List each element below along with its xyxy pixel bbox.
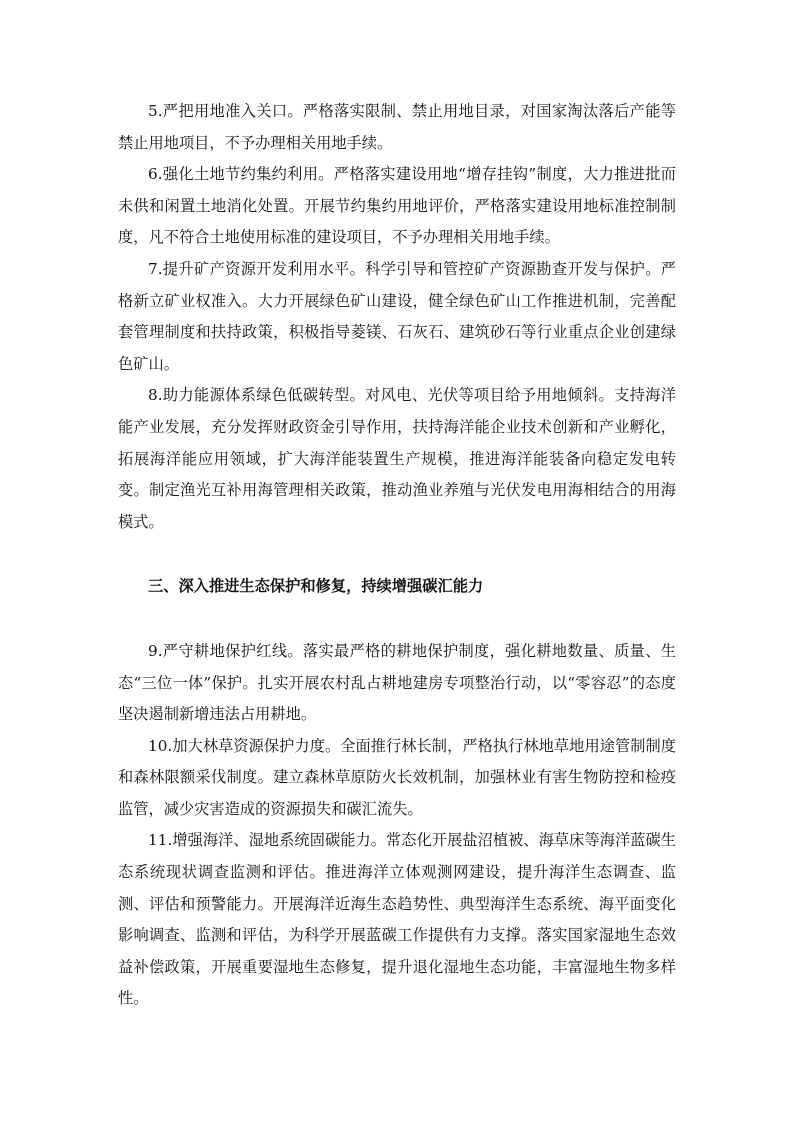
paragraph-item-8: 8.助力能源体系绿色低碳转型。对风电、光伏等项目给予用地倾斜。支持海洋能产业发展，充分发挥财政资金引导作用，扶持海洋能企业技术创新和产业孵化，拓展海洋能应用领域，扩大海洋能装置生产规模，推进海洋能装备向稳定发电转变。制定渔光互补用海管理相关政策，推动渔业养殖与光伏发电用海相结合的用海模式。 <box>118 386 676 531</box>
paragraph-item-11: 11.增强海洋、湿地系统固碳能力。常态化开展盐沼植被、海草床等海洋蓝碳生态系统现状调查监测和评估。推进海洋立体观测网建设，提升海洋生态调查、监测、评估和预警能力。开展海洋近海生态趋势性、典型海洋生态系统、海平面变化影响调查、监测和评估，为科学开展蓝碳工作提供有力支撑。落实国家湿地生态效益补偿政策，开展重要湿地生态修复，提升退化湿地生态功能，丰富湿地生物多样性。 <box>118 831 676 1008</box>
paragraph-item-10: 10.加大林草资源保护力度。全面推行林长制，严格执行林地草地用途管制制度和森林限额采伐制度。建立森林草原防火长效机制，加强林业有害生物防控和检疫监管，减少灾害造成的资源损失和碳汇流失。 <box>118 736 676 818</box>
paragraph-item-9: 9.严守耕地保护红线。落实最严格的耕地保护制度，强化耕地数量、质量、生态“三位一体”保护。扎实开展农村乱占耕地建房专项整治行动，以“零容忍”的态度坚决遏制新增违法占用耕地。 <box>118 641 676 724</box>
paragraph-item-6: 6.强化土地节约集约利用。严格落实建设用地“增存挂钩”制度，大力推进批而未供和闲置土地消化处置。开展节约集约用地评价，严格落实建设用地标准控制制度，凡不符合土地使用标准的建设项目，不予办理相关用地手续。 <box>118 165 676 247</box>
paragraph-item-7: 7.提升矿产资源开发利用水平。科学引导和管控矿产资源勘查开发与保护。严格新立矿业权准入。大力开展绿色矿山建设，健全绿色矿山工作推进机制，完善配套管理制度和扶持政策，积极指导菱镁、石灰石、建筑砂石等行业重点企业创建绿色矿山。 <box>118 259 676 373</box>
document-body <box>118 96 676 1015</box>
paragraph-item-5: 5.严把用地准入关口。严格落实限制、禁止用地目录，对国家淘汰落后产能等禁止用地项目，不予办理相关用地手续。 <box>118 102 676 152</box>
section-heading-three: 三、深入推进生态保护和修复，持续增强碳汇能力 <box>148 577 484 596</box>
